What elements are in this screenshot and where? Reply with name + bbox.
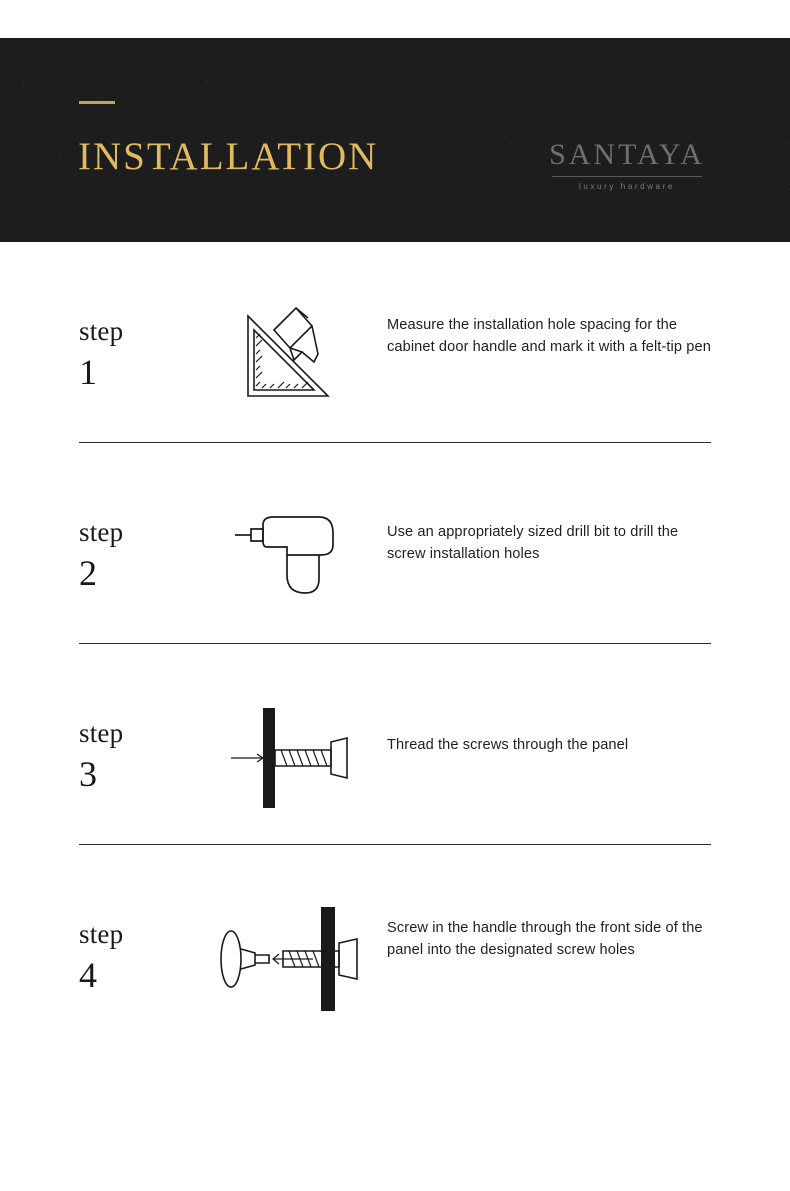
brand-tagline: luxury hardware xyxy=(579,182,675,191)
step-number: 4 xyxy=(79,955,97,995)
step-icon-wrap xyxy=(197,242,387,409)
step-item xyxy=(79,844,711,1045)
steps-list xyxy=(0,242,790,1045)
step-description: Measure the installation hole spacing for the cabinet door handle and mark it with a felt-tip pen xyxy=(387,317,711,355)
step-label xyxy=(79,845,197,997)
page-title: installation xyxy=(78,120,379,182)
brand-divider xyxy=(552,176,702,177)
step-description: Use an appropriately sized drill bit to drill the screw installation holes xyxy=(387,524,679,562)
step-description: Screw in the handle through the front side of the panel into the designated screw holes xyxy=(387,920,703,958)
step-label xyxy=(79,644,197,796)
brand-logo xyxy=(532,138,722,191)
step-word: step xyxy=(79,919,124,949)
brand-name: SANTAYA xyxy=(549,138,705,171)
step-label xyxy=(79,242,197,394)
screw-through-panel-icon xyxy=(227,702,357,819)
power-drill-icon xyxy=(233,501,351,606)
step-item xyxy=(79,643,711,844)
ruler-pencil-icon xyxy=(240,300,344,409)
step-item xyxy=(79,442,711,643)
step-number: 2 xyxy=(79,553,97,593)
step-icon-wrap xyxy=(197,644,387,819)
step-word: step xyxy=(79,718,124,748)
step-number: 3 xyxy=(79,754,97,794)
header-banner xyxy=(0,38,790,242)
step-word: step xyxy=(79,316,124,346)
handle-screw-panel-icon xyxy=(217,903,367,1020)
header-accent-rule xyxy=(79,101,115,104)
step-item xyxy=(79,242,711,442)
step-number: 1 xyxy=(79,352,97,392)
step-icon-wrap xyxy=(197,443,387,606)
step-icon-wrap xyxy=(197,845,387,1020)
step-word: step xyxy=(79,517,124,547)
step-description: Thread the screws through the panel xyxy=(387,737,629,753)
step-label xyxy=(79,443,197,595)
